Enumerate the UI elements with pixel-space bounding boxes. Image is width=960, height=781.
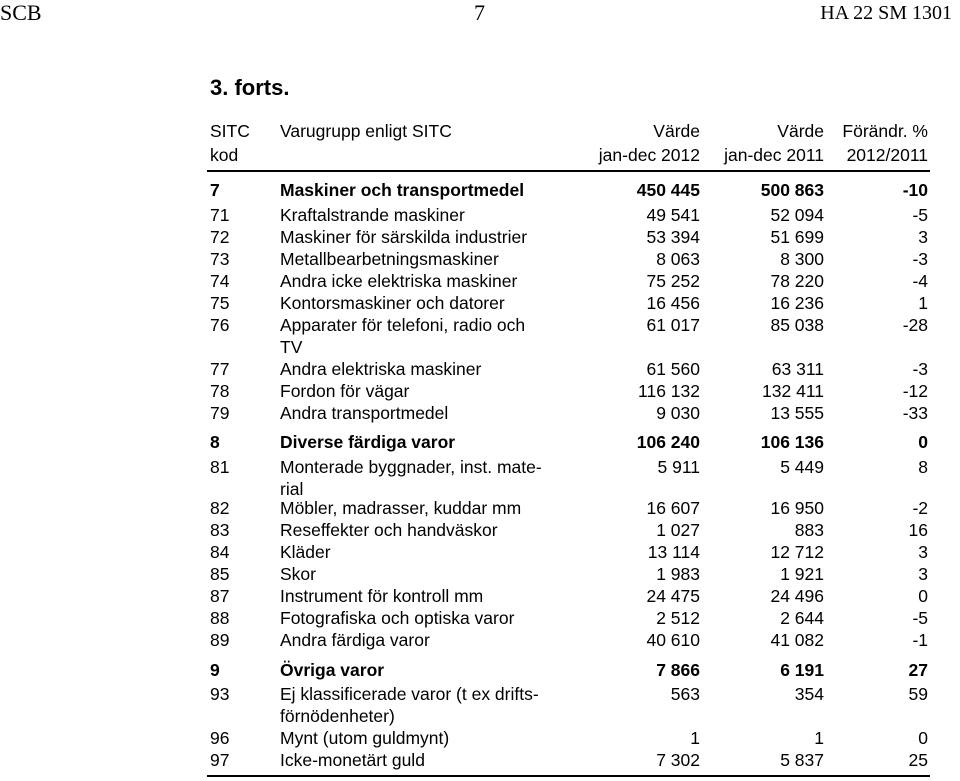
- value-2012-cell: 40 610: [646, 630, 700, 650]
- page-number: 7: [474, 0, 485, 25]
- section-title: 3. forts.: [210, 75, 290, 100]
- value-2011-cell: 51 699: [770, 227, 824, 247]
- value-2012-cell: 61 560: [646, 359, 700, 379]
- value-2011-cell: 13 555: [770, 403, 824, 423]
- sitc-code-cell: 88: [210, 608, 230, 628]
- value-2012-cell: 16 607: [646, 498, 700, 518]
- value-2011-cell: 41 082: [770, 630, 824, 650]
- value-2011-cell: 500 863: [760, 180, 824, 200]
- header-org: SCB: [0, 0, 42, 25]
- value-2011-cell: 2 644: [780, 608, 824, 628]
- description-continuation-cell: förnödenheter): [280, 706, 395, 726]
- value-2012-cell: 53 394: [646, 227, 700, 247]
- change-percent-cell: 59: [908, 684, 928, 704]
- value-2011-cell: 16 236: [770, 293, 824, 313]
- description-cell: Andra elektriska maskiner: [280, 359, 482, 379]
- sitc-code-cell: 82: [210, 498, 230, 518]
- change-percent-cell: -1: [912, 630, 928, 650]
- description-cell: Apparater för telefoni, radio och: [280, 315, 526, 335]
- description-cell: Icke-monetärt guld: [280, 750, 425, 770]
- description-cell: Instrument för kontroll mm: [280, 586, 484, 606]
- sitc-code-cell: 93: [210, 684, 230, 704]
- value-2012-cell: 75 252: [646, 271, 700, 291]
- change-percent-cell: 1: [918, 293, 928, 313]
- sitc-code-cell: 7: [210, 180, 220, 200]
- change-percent-cell: 25: [908, 750, 928, 770]
- value-2011-cell: 1 921: [780, 564, 824, 584]
- sitc-code-cell: 97: [210, 750, 230, 770]
- change-percent-cell: 16: [908, 520, 928, 540]
- sitc-code-cell: 77: [210, 359, 230, 379]
- description-cell: Maskiner för särskilda industrier: [280, 227, 528, 247]
- col-header-value-2011: [700, 119, 824, 167]
- value-2011-cell: 85 038: [770, 315, 824, 335]
- value-2011-cell: 16 950: [770, 498, 824, 518]
- description-cell: Övriga varor: [280, 660, 385, 680]
- change-percent-cell: 3: [918, 564, 928, 584]
- change-percent-cell: -3: [912, 359, 928, 379]
- description-cell: Kraftalstrande maskiner: [280, 205, 465, 225]
- value-2012-cell: 1 027: [656, 520, 700, 540]
- value-2011-cell: 5 837: [780, 750, 824, 770]
- value-2011-cell: 24 496: [770, 586, 824, 606]
- description-cell: Maskiner och transportmedel: [280, 180, 525, 200]
- value-2012-cell: 7 866: [656, 660, 700, 680]
- change-percent-cell: -4: [912, 271, 928, 291]
- value-2011-cell: 12 712: [770, 542, 824, 562]
- value-2011-cell: 6 191: [780, 660, 824, 680]
- description-cell: Mynt (utom guldmynt): [280, 728, 450, 748]
- value-2011-cell: 5 449: [780, 457, 824, 477]
- sitc-code-cell: 73: [210, 249, 230, 269]
- value-2012-cell: 13 114: [647, 542, 700, 562]
- col-header-group-label: Varugrupp enligt SITC: [280, 121, 452, 141]
- change-percent-cell: 27: [908, 660, 928, 680]
- sitc-code-cell: 71: [210, 205, 230, 225]
- header-report-id: HA 22 SM 1301: [820, 2, 952, 24]
- change-percent-cell: -28: [902, 315, 928, 335]
- sitc-code-cell: 85: [210, 564, 230, 584]
- value-2012-cell: 563: [670, 684, 700, 704]
- value-2011-cell: 78 220: [770, 271, 824, 291]
- sitc-code-cell: 9: [210, 660, 220, 680]
- description-cell: Andra transportmedel: [280, 403, 449, 423]
- col-header-code: [210, 119, 250, 167]
- value-2012-cell: 8 063: [656, 249, 700, 269]
- col-header-value-2011-line2: jan-dec 2011: [724, 145, 824, 165]
- change-percent-cell: 8: [918, 457, 928, 477]
- change-percent-cell: 0: [918, 586, 928, 606]
- value-2011-cell: 63 311: [771, 359, 824, 379]
- value-2012-cell: 2 512: [656, 608, 700, 628]
- col-header-value-2012-line1: Värde: [653, 121, 700, 141]
- value-2011-cell: 52 094: [770, 205, 824, 225]
- col-header-change-line2: 2012/2011: [846, 145, 928, 165]
- col-header-change-line1: Förändr. %: [842, 121, 928, 141]
- change-percent-cell: 3: [918, 542, 928, 562]
- change-percent-cell: -5: [912, 608, 928, 628]
- value-2012-cell: 24 475: [646, 586, 700, 606]
- value-2011-cell: 354: [794, 684, 824, 704]
- value-2012-cell: 61 017: [646, 315, 700, 335]
- value-2012-cell: 5 911: [657, 457, 700, 477]
- sitc-code-cell: 83: [210, 520, 230, 540]
- table-bottom-rule: [207, 775, 930, 777]
- description-cell: Andra icke elektriska maskiner: [280, 271, 518, 291]
- value-2011-cell: 883: [794, 520, 824, 540]
- sitc-code-cell: 74: [210, 271, 230, 291]
- change-percent-cell: -5: [912, 205, 928, 225]
- value-2012-cell: 450 445: [636, 180, 700, 200]
- col-header-change: [826, 119, 928, 167]
- sitc-code-cell: 96: [210, 728, 230, 748]
- sitc-code-cell: 75: [210, 293, 230, 313]
- change-percent-cell: -2: [912, 498, 928, 518]
- sitc-code-cell: 72: [210, 227, 230, 247]
- description-cell: Ej klassificerade varor (t ex drifts-: [280, 684, 539, 704]
- sitc-code-cell: 8: [210, 432, 220, 452]
- change-percent-cell: -3: [912, 249, 928, 269]
- col-header-value-2011-line1: Värde: [777, 121, 824, 141]
- table-top-rule: [207, 170, 930, 172]
- value-2012-cell: 116 132: [638, 381, 700, 401]
- value-2011-cell: 8 300: [780, 249, 824, 269]
- description-cell: Fotografiska och optiska varor: [280, 608, 515, 628]
- value-2012-cell: 49 541: [646, 205, 700, 225]
- description-cell: Monterade byggnader, inst. mate-: [280, 457, 542, 477]
- col-header-code-line1: SITC: [210, 121, 250, 141]
- change-percent-cell: 0: [918, 728, 928, 748]
- sitc-code-cell: 84: [210, 542, 230, 562]
- description-cell: Metallbearbetningsmaskiner: [280, 249, 499, 269]
- value-2011-cell: 132 411: [762, 381, 824, 401]
- change-percent-cell: -12: [902, 381, 928, 401]
- change-percent-cell: 0: [918, 432, 928, 452]
- description-cell: Skor: [280, 564, 316, 584]
- col-header-value-2012: [560, 119, 700, 167]
- col-header-code-line2: kod: [210, 145, 239, 165]
- description-cell: Kontorsmaskiner och datorer: [280, 293, 505, 313]
- description-cell: Kläder: [280, 542, 331, 562]
- value-2012-cell: 1 983: [656, 564, 700, 584]
- sitc-code-cell: 76: [210, 315, 230, 335]
- change-percent-cell: -33: [902, 403, 928, 423]
- value-2012-cell: 16 456: [646, 293, 700, 313]
- sitc-code-cell: 78: [210, 381, 230, 401]
- change-percent-cell: -10: [902, 180, 928, 200]
- col-header-value-2012-line2: jan-dec 2012: [598, 145, 700, 165]
- description-cell: Möbler, madrasser, kuddar mm: [280, 498, 522, 518]
- value-2012-cell: 7 302: [656, 750, 700, 770]
- value-2011-cell: 1: [814, 728, 824, 748]
- col-header-group: [280, 119, 452, 143]
- sitc-code-cell: 81: [210, 457, 230, 477]
- description-cell: Reseffekter och handväskor: [280, 520, 498, 540]
- value-2012-cell: 106 240: [636, 432, 700, 452]
- sitc-code-cell: 87: [210, 586, 230, 606]
- sitc-code-cell: 79: [210, 403, 230, 423]
- value-2011-cell: 106 136: [760, 432, 824, 452]
- value-2012-cell: 9 030: [656, 403, 700, 423]
- sitc-code-cell: 89: [210, 630, 230, 650]
- description-cell: Andra färdiga varor: [280, 630, 430, 650]
- value-2012-cell: 1: [690, 728, 700, 748]
- description-cell: Fordon för vägar: [280, 381, 410, 401]
- change-percent-cell: 3: [918, 227, 928, 247]
- description-cell: Diverse färdiga varor: [280, 432, 456, 452]
- description-continuation-cell: rial: [280, 479, 304, 499]
- description-continuation-cell: TV: [280, 337, 303, 357]
